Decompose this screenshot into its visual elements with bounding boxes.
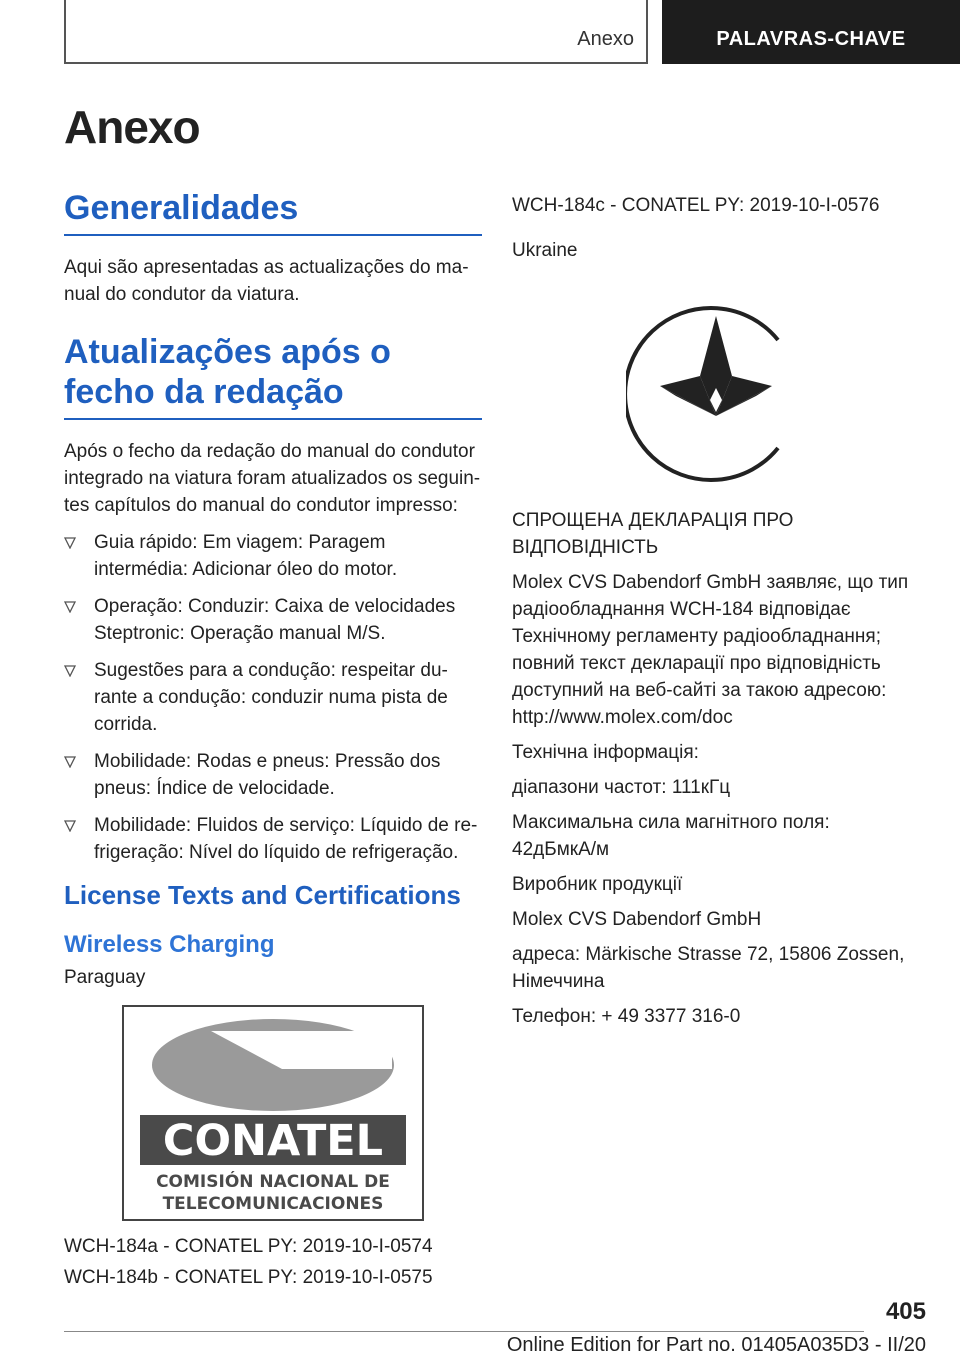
country-paraguay: Paraguay bbox=[64, 967, 146, 988]
conatel-emblem-icon bbox=[124, 1007, 422, 1219]
cert-wch-184c: WCH-184c - CONATEL PY: 2019-10-I-0576 bbox=[512, 195, 880, 216]
triangle-bullet-icon bbox=[64, 601, 76, 613]
conatel-logo bbox=[122, 1005, 424, 1221]
list-item bbox=[64, 748, 482, 802]
list-item-text: Sugestões para a condução: respeitar du-rante a condução: conduzir numa pista de corrida. bbox=[94, 660, 448, 735]
atualizacoes-intro: Após o fecho da redação do manual do condutor integrado na viatura foram atualizados os seguin-tes capítulos do manual do condutor impresso: bbox=[64, 441, 481, 516]
triangle-bullet-icon bbox=[64, 820, 76, 832]
conatel-line1: COMISIÓN NACIONAL DE bbox=[156, 1172, 390, 1192]
triangle-bullet-icon bbox=[64, 665, 76, 677]
manufacturer-address: адреса: Märkische Strasse 72, 15806 Zossen, Німеччина bbox=[512, 944, 905, 992]
footer-edition: Online Edition for Part no. 01405A035D3 - II/20 bbox=[506, 1334, 926, 1356]
field-strength-label: Максимальна сила магнітного поля: bbox=[512, 812, 830, 833]
frequency-range: діапазони частот: 111кГц bbox=[512, 777, 731, 798]
keywords-tab[interactable] bbox=[662, 0, 960, 64]
license-heading: License Texts and Certifications bbox=[64, 880, 461, 910]
wireless-charging-heading: Wireless Charging bbox=[64, 931, 275, 958]
declaration-text: Molex CVS Dabendorf GmbH заявляє, що тип радіообладнання WCH-184 відповідає Технічному регламенту радіообладнання; повний текст декларації про відповідність доступний на веб-сайті за такою адресою: http://www.molex.com/doc bbox=[512, 572, 909, 728]
manufacturer-phone: Телефон: + 49 3377 316-0 bbox=[512, 1006, 741, 1027]
list-item bbox=[64, 657, 482, 738]
header-section-box bbox=[64, 0, 648, 64]
header-section-label: Anexo bbox=[577, 28, 634, 50]
triangle-bullet-icon bbox=[64, 756, 76, 768]
page-title: Anexo bbox=[64, 101, 200, 153]
list-item-text: Operação: Conduzir: Caixa de velocidades Steptronic: Operação manual M/S. bbox=[94, 596, 456, 644]
generalidades-text: Aqui são apresentadas as actualizações do ma-nual do condutor da viatura. bbox=[64, 257, 469, 305]
conatel-line2: TELECOMUNICACIONES bbox=[162, 1194, 384, 1214]
cert-wch-184b: WCH-184b - CONATEL PY: 2019-10-I-0575 bbox=[64, 1267, 433, 1288]
list-item-text: Mobilidade: Rodas e pneus: Pressão dos pneus: Índice de velocidade. bbox=[94, 751, 441, 799]
list-item-text: Guia rápido: Em viagem: Paragem intermédia: Adicionar óleo do motor. bbox=[94, 532, 398, 580]
footer-divider bbox=[64, 1331, 864, 1332]
generalidades-heading: Generalidades bbox=[64, 188, 482, 236]
page-number: 405 bbox=[885, 1298, 926, 1325]
manufacturer-name: Molex CVS Dabendorf GmbH bbox=[512, 909, 762, 930]
atualizacoes-heading: Atualizações após o fecho da redação bbox=[64, 332, 482, 420]
conatel-wordmark: CONATEL bbox=[162, 1116, 384, 1166]
cert-wch-184a: WCH-184a - CONATEL PY: 2019-10-I-0574 bbox=[64, 1236, 433, 1257]
field-strength-value: 42дБмкА/м bbox=[512, 839, 610, 860]
left-column bbox=[64, 188, 482, 1291]
right-column bbox=[512, 192, 912, 1030]
keywords-tab-label: PALAVRAS-CHAVE bbox=[716, 28, 906, 50]
tech-info-label: Технічна інформація: bbox=[512, 742, 699, 763]
manufacturer-label: Виробник продукції bbox=[512, 874, 683, 895]
list-item bbox=[64, 529, 482, 583]
updated-chapters-list bbox=[64, 529, 482, 866]
country-ukraine: Ukraine bbox=[512, 240, 578, 261]
list-item bbox=[64, 593, 482, 647]
triangle-bullet-icon bbox=[64, 537, 76, 549]
list-item-text: Mobilidade: Fluidos de serviço: Líquido de re-frigeração: Nível do líquido de refrigeração. bbox=[94, 815, 478, 863]
ukraine-conformity-mark-icon bbox=[626, 304, 806, 484]
list-item bbox=[64, 812, 482, 866]
declaration-title: СПРОЩЕНА ДЕКЛАРАЦІЯ ПРО ВІДПОВІДНІСТЬ bbox=[512, 510, 794, 558]
